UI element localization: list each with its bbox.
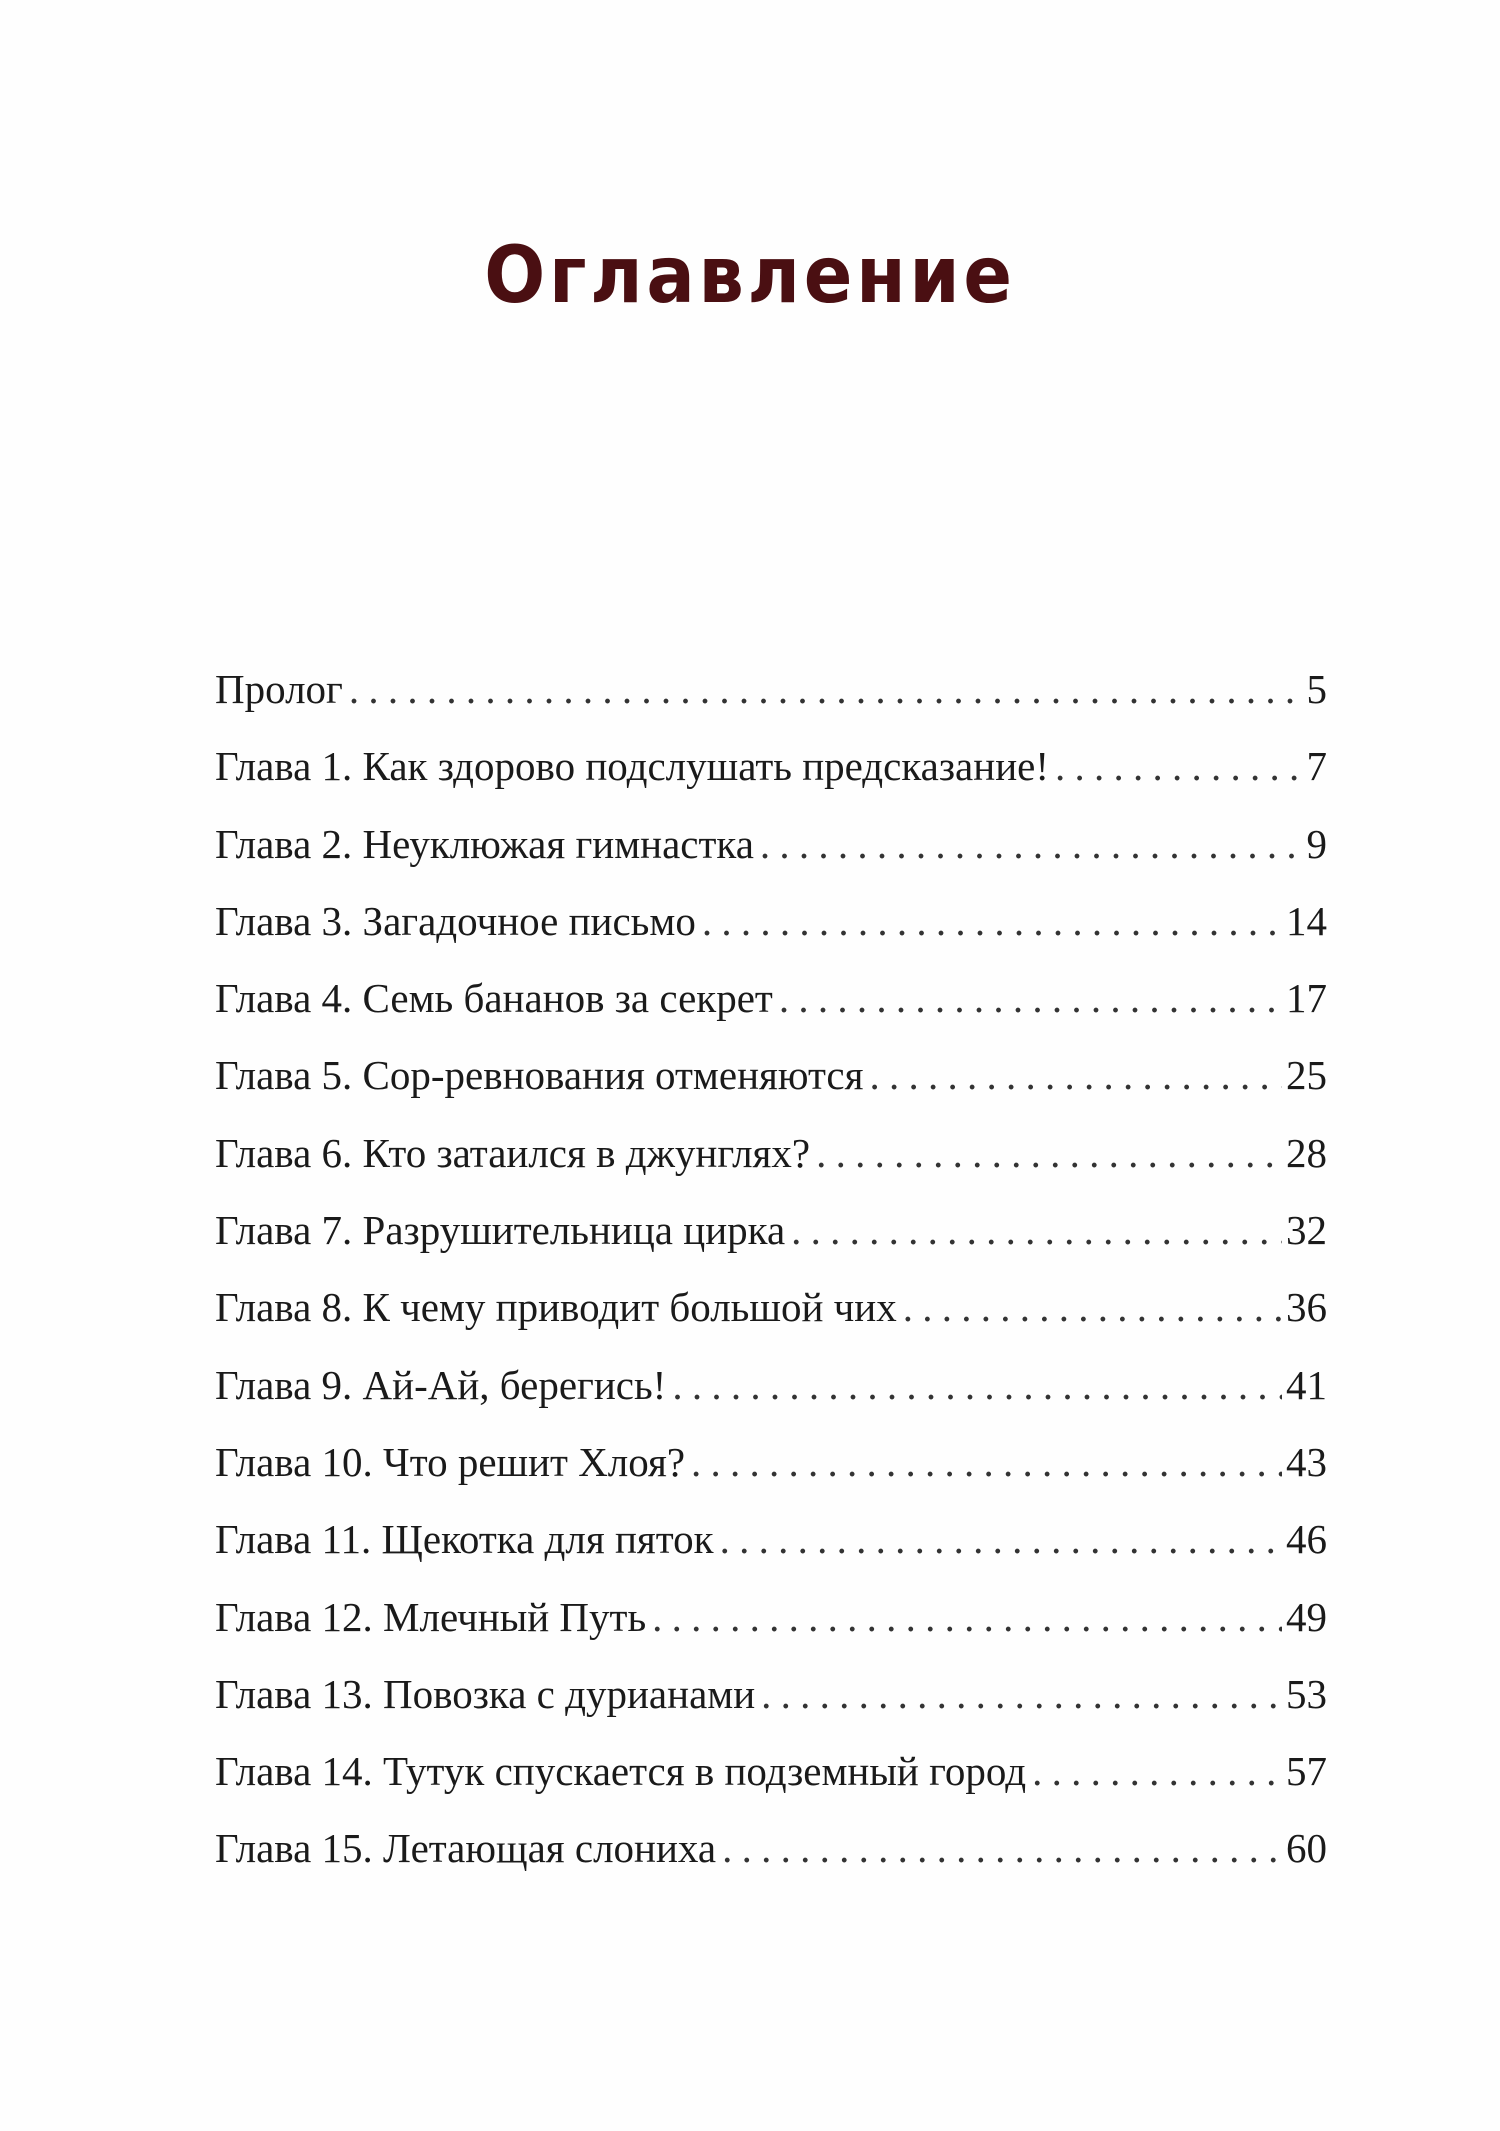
toc-entry-label: Глава 7. Разрушительница цирка	[215, 1207, 786, 1254]
toc-entry-label: Глава 4. Семь бананов за секрет	[215, 975, 773, 1022]
toc-entry-label: Глава 2. Неуклюжая гимнастка	[215, 820, 754, 867]
toc-entry-chapter-11	[215, 1515, 1327, 1592]
dot-leader	[702, 897, 1282, 945]
table-of-contents	[215, 665, 1327, 1902]
toc-entry-label: Глава 6. Кто затаился в джунглях?	[215, 1129, 811, 1176]
page-title: Оглавление	[484, 231, 1016, 322]
toc-entry-chapter-1	[215, 742, 1327, 819]
toc-entry-label: Глава 12. Млечный Путь	[215, 1593, 647, 1640]
dot-leader	[761, 1670, 1282, 1718]
toc-entry-chapter-13	[215, 1670, 1327, 1747]
toc-entry-page: 14	[1286, 897, 1327, 944]
dot-leader	[722, 1824, 1282, 1872]
toc-entry-chapter-2	[215, 820, 1327, 897]
toc-entry-chapter-5	[215, 1051, 1327, 1128]
toc-entry-page: 25	[1286, 1052, 1327, 1099]
toc-entry-page: 49	[1286, 1593, 1327, 1640]
dot-leader	[869, 1051, 1282, 1099]
toc-entry-label: Глава 11. Щекотка для пяток	[215, 1516, 714, 1563]
toc-entry-page: 36	[1286, 1284, 1327, 1331]
toc-entry-label: Пролог	[215, 666, 343, 712]
toc-entry-chapter-15	[215, 1824, 1327, 1901]
toc-entry-page: 43	[1286, 1438, 1327, 1485]
dot-leader	[652, 1593, 1282, 1641]
toc-entry-label: Глава 8. К чему приводит большой чих	[215, 1284, 897, 1331]
toc-entry-label: Глава 3. Загадочное письмо	[215, 897, 696, 944]
toc-entry-chapter-9	[215, 1361, 1327, 1438]
dot-leader	[672, 1361, 1282, 1409]
toc-entry-page: 28	[1286, 1129, 1327, 1176]
toc-entry-page: 5	[1306, 666, 1327, 712]
toc-entry-label: Глава 9. Ай-Ай, берегись!	[215, 1361, 667, 1408]
dot-leader	[816, 1129, 1282, 1177]
toc-entry-label: Глава 10. Что решит Хлоя?	[215, 1438, 686, 1485]
toc-entry-page: 9	[1306, 820, 1327, 867]
toc-entry-label: Глава 5. Сор-ревнования отменяются	[215, 1052, 864, 1099]
toc-entry-chapter-14	[215, 1747, 1327, 1824]
dot-leader	[779, 974, 1282, 1022]
toc-entry-chapter-10	[215, 1438, 1327, 1515]
toc-entry-page: 17	[1286, 975, 1327, 1022]
toc-entry-page: 32	[1286, 1207, 1327, 1254]
toc-entry-label: Глава 14. Тутук спускается в подземный город	[215, 1748, 1027, 1795]
dot-leader	[1055, 742, 1303, 790]
toc-entry-chapter-4	[215, 974, 1327, 1051]
dot-leader	[760, 820, 1303, 868]
dot-leader	[720, 1515, 1282, 1563]
toc-entry-chapter-6	[215, 1129, 1327, 1206]
toc-entry-page: 41	[1286, 1361, 1327, 1408]
toc-entry-chapter-7	[215, 1206, 1327, 1283]
dot-leader	[903, 1283, 1282, 1331]
dot-leader	[349, 665, 1303, 713]
toc-entry-label: Глава 1. Как здорово подслушать предсказание!	[215, 743, 1049, 790]
toc-entry-chapter-8	[215, 1283, 1327, 1360]
toc-entry-chapter-3	[215, 897, 1327, 974]
toc-entry-prologue	[215, 665, 1327, 742]
dot-leader	[691, 1438, 1282, 1486]
toc-entry-page: 57	[1286, 1748, 1327, 1795]
dot-leader	[791, 1206, 1282, 1254]
toc-entry-label: Глава 13. Повозка с дурианами	[215, 1670, 756, 1717]
toc-entry-page: 46	[1286, 1516, 1327, 1563]
toc-entry-chapter-12	[215, 1593, 1327, 1670]
toc-entry-page: 60	[1286, 1825, 1327, 1872]
toc-entry-page: 53	[1286, 1670, 1327, 1717]
toc-entry-label: Глава 15. Летающая слониха	[215, 1825, 717, 1872]
toc-entry-page: 7	[1306, 743, 1327, 790]
dot-leader	[1032, 1747, 1282, 1795]
